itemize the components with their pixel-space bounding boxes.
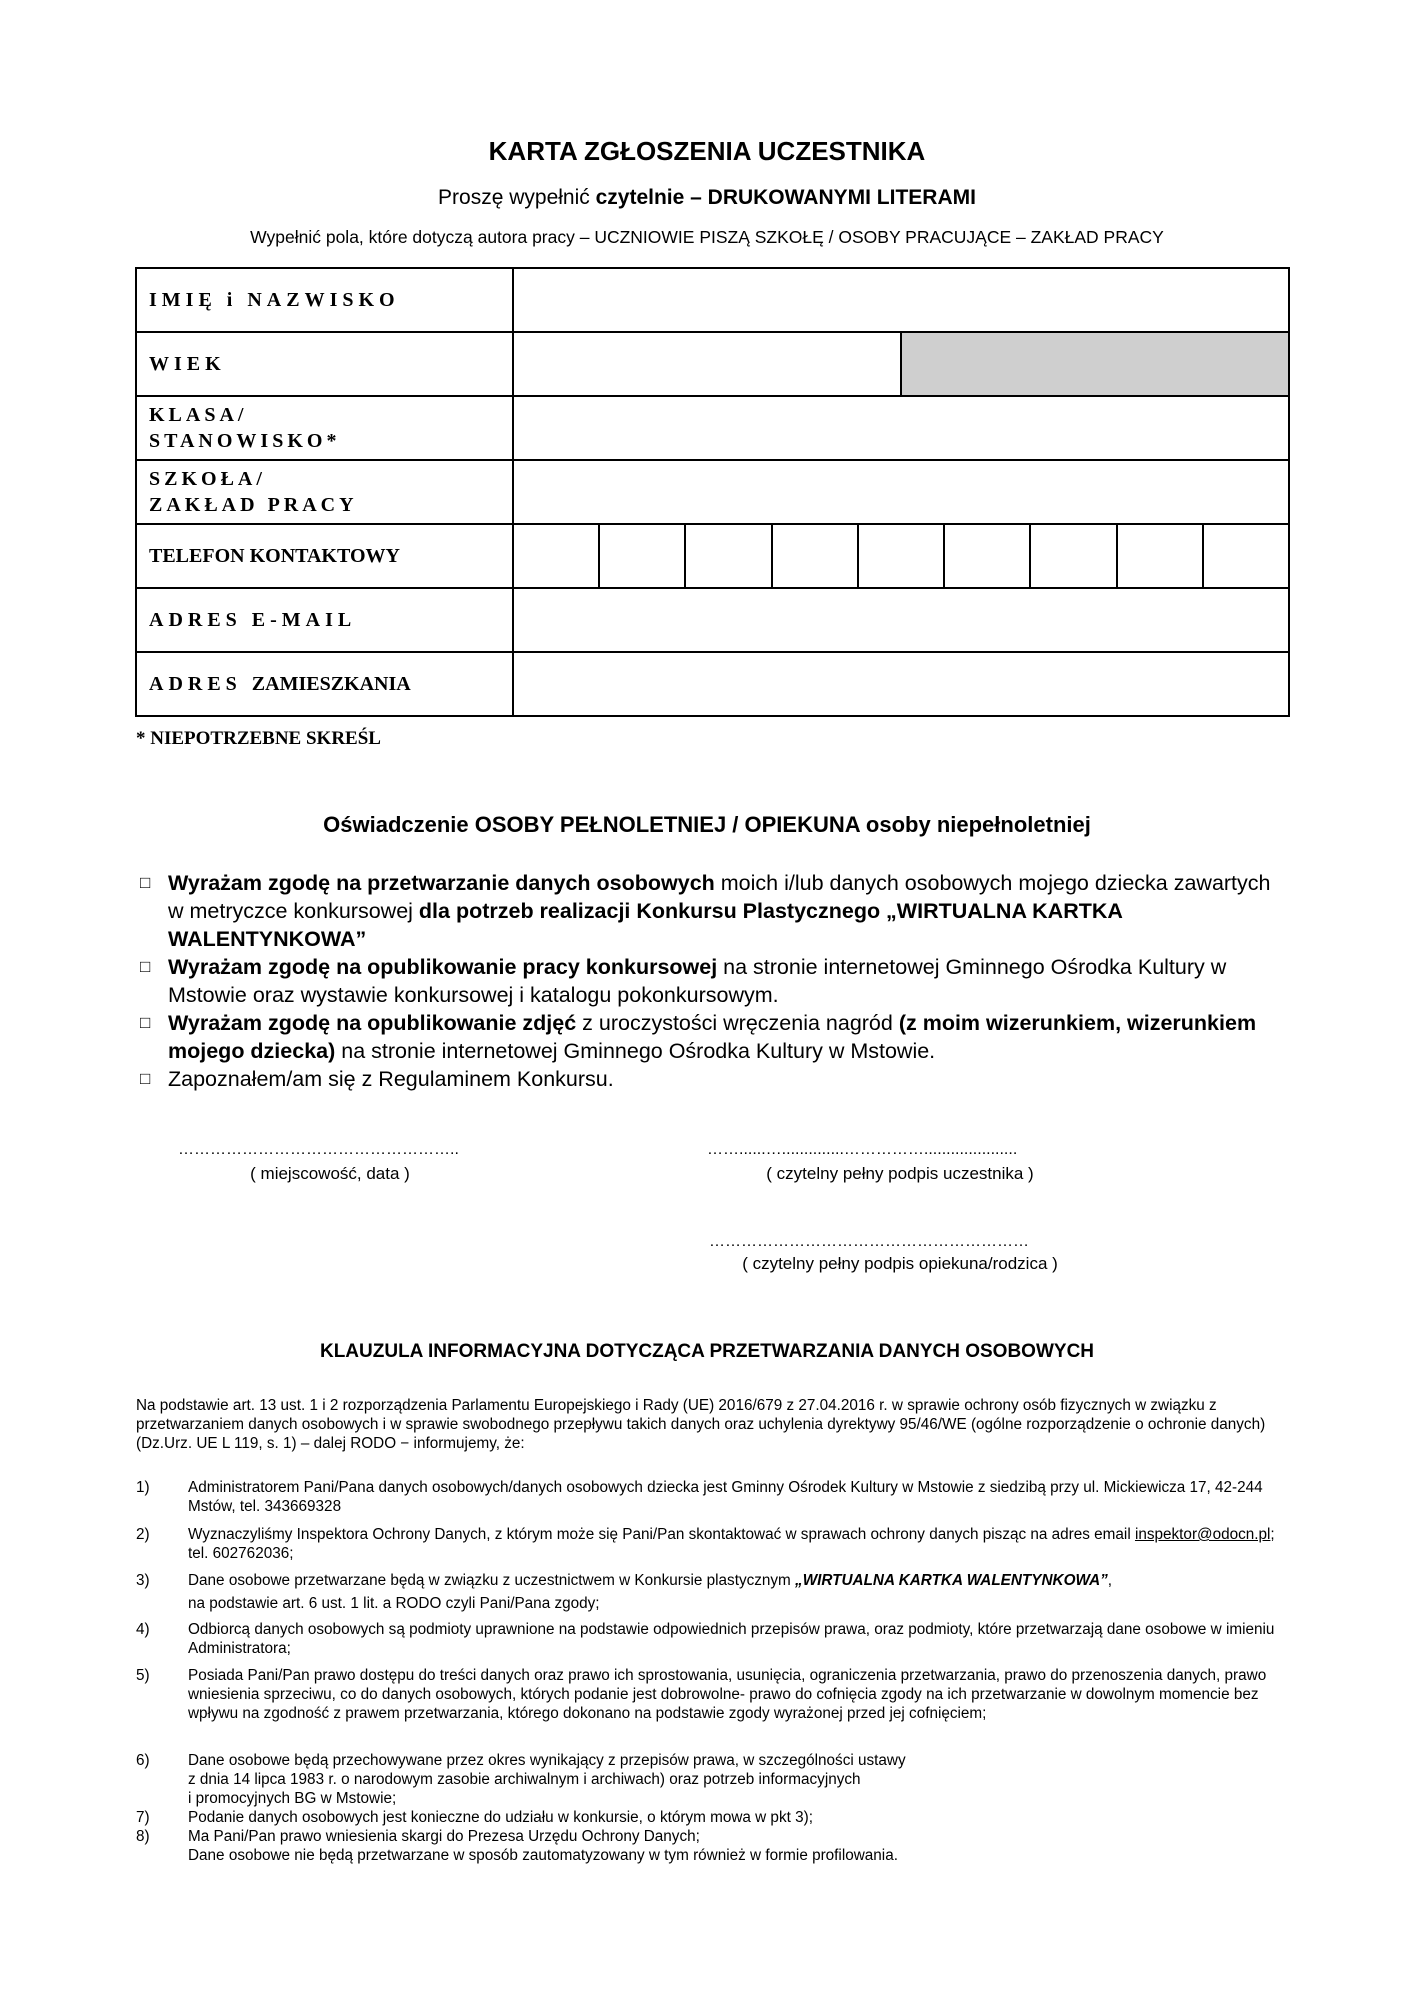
item-number: 8) [136, 1828, 150, 1845]
subtitle-text: Proszę wypełnić [438, 186, 596, 209]
guardian-signature-line[interactable]: …………………………………………………… [709, 1233, 1029, 1250]
place-date-line[interactable]: …………………………………………….. [178, 1141, 459, 1158]
declaration-title: Oświadczenie OSOBY PEŁNOLETNIEJ / OPIEKUNA osoby niepełnoletniej [323, 812, 1091, 837]
item-number: 4) [136, 1621, 150, 1638]
footnote-strike-unneeded: * NIEPOTRZEBNE SKREŚL [136, 728, 381, 749]
item-text-part: na podstawie art. 6 ust. 1 lit. a RODO czyli Pani/Pana zgody; [188, 1595, 600, 1612]
clause-item [136, 1666, 1296, 1723]
consent-bold: Wyrażam zgodę na przetwarzanie danych osobowych [168, 871, 715, 895]
checkbox-icon[interactable]: □ [140, 957, 151, 976]
school-label-line-2: ZAKŁAD PRACY [149, 494, 358, 516]
page-title: KARTA ZGŁOSZENIA UCZESTNIKA [488, 136, 926, 166]
phone-digit-box[interactable] [514, 525, 600, 587]
contest-name: „WIRTUALNA KARTKA WALENTYNKOWA” [795, 1572, 1108, 1589]
form-row-school [136, 460, 1289, 524]
address-label-part-2: ZAMIESZKANIA [251, 673, 411, 695]
consent-normal: z uroczystości wręczenia nagród [576, 1011, 899, 1035]
phone-digit-boxes [514, 525, 1288, 587]
age-shaded-cell [901, 332, 1289, 396]
clause-item [136, 1751, 1296, 1808]
form-row-name [136, 268, 1289, 332]
clause-item [136, 1525, 1296, 1563]
item-number: 6) [136, 1752, 150, 1769]
consent-publish-photos [140, 1009, 1290, 1065]
item-text: Administratorem Pani/Pana danych osobowych/danych osobowych dziecka jest Gminny Ośrodek Kultury w Mstowie z siedzibą przy ul. Mickiewicza 17, 42-244 Mstów, tel. 343669328 [188, 1479, 1263, 1515]
clause-item [136, 1620, 1296, 1658]
item-text: Podanie danych osobowych jest konieczne do udziału w konkursie, o którym mowa w pkt 3); [188, 1809, 813, 1826]
consent-text [140, 1009, 1290, 1065]
item-text [136, 1827, 1296, 1865]
phone-digit-box[interactable] [773, 525, 859, 587]
checkbox-icon[interactable]: □ [140, 873, 151, 892]
checkbox-icon[interactable]: □ [140, 1013, 151, 1032]
participant-signature-line[interactable]: ……......…..............……………..................... [707, 1141, 1018, 1158]
clause-item [136, 1827, 1296, 1865]
phone-digit-box[interactable] [1118, 525, 1204, 587]
consent-bold: Wyrażam zgodę na opublikowanie pracy konkursowej [168, 955, 718, 979]
address-field[interactable] [513, 652, 1289, 716]
item-text [136, 1571, 1296, 1613]
school-label-line-1: SZKOŁA/ [149, 468, 266, 490]
consent-normal: na stronie internetowej Gminnego Ośrodka Kultury w Mstowie. [335, 1039, 936, 1063]
clause-title: KLAUZULA INFORMACYJNA DOTYCZĄCA PRZETWARZANIA DANYCH OSOBOWYCH [319, 1341, 1095, 1362]
consent-text [140, 953, 1290, 1009]
item-text-line: z dnia 14 lipca 1983 r. o narodowym zasobie archiwalnym i archiwach) oraz potrzeb informacyjnych [188, 1771, 861, 1788]
item-text-line: i promocyjnych BG w Mstowie; [188, 1790, 397, 1807]
item-text-part: Wyznaczyliśmy Inspektora Ochrony Danych, z którym może się Pani/Pan skontaktować w sprawach ochrony danych pisząc na adres email [188, 1526, 1135, 1543]
class-label-line-1: KLASA/ [149, 404, 248, 426]
form-row-address [136, 652, 1289, 716]
name-label: IMIĘ i NAZWISKO [136, 268, 513, 332]
clause-item [136, 1571, 1296, 1613]
phone-digit-box[interactable] [1031, 525, 1117, 587]
item-number: 2) [136, 1526, 150, 1543]
participant-signature-caption: ( czytelny pełny podpis uczestnika ) [766, 1164, 1034, 1183]
phone-digit-box[interactable] [600, 525, 686, 587]
item-text-line: Dane osobowe będą przechowywane przez okres wynikający z przepisów prawa, w szczególności ustawy [188, 1752, 906, 1769]
address-label [136, 652, 513, 716]
class-field[interactable] [513, 396, 1289, 460]
email-field[interactable] [513, 588, 1289, 652]
subtitle-bold-text: czytelnie – DRUKOWANYMI LITERAMI [595, 186, 976, 209]
consent-normal: moich i/lub danych osobowych mojego dziecka zawartych w metryczce konkursowej [168, 871, 1271, 923]
consent-normal: na stronie internetowej Gminnego Ośrodka Kultury w Mstowie oraz wystawie konkursowej i katalogu pokonkursowym. [168, 955, 1227, 1007]
item-text-part: ; tel. 602762036; [188, 1526, 1275, 1562]
clause-intro: Na podstawie art. 13 ust. 1 i 2 rozporządzenia Parlamentu Europejskiego i Rady (UE) 2016/679 z 27.04.2016 r. w sprawie ochrony osób fizycznych w związku z przetwarzaniem danych osobowych i w sprawie swobodnego przepływu takich danych oraz uchylenia dyrektywy 95/46/WE (ogólne rozporządzenie o ochronie danych) (Dz.Urz. UE L 119, s. 1) – dalej RODO − informujemy, że: [136, 1397, 1266, 1452]
class-label [136, 396, 513, 460]
inspector-email-link[interactable]: inspektor@odocn.pl [1134, 1526, 1271, 1543]
item-number: 1) [136, 1479, 150, 1496]
phone-digit-box[interactable] [859, 525, 945, 587]
clause-item [136, 1478, 1296, 1516]
fill-instructions: Wypełnić pola, które dotyczą autora pracy – UCZNIOWIE PISZĄ SZKOŁĘ / OSOBY PRACUJĄCE – ZAKŁAD PRACY [250, 227, 1164, 247]
checkbox-icon[interactable]: □ [140, 1069, 151, 1088]
age-label: WIEK [136, 332, 513, 396]
item-text: Odbiorcą danych osobowych są podmioty uprawnione na podstawie odpowiednich przepisów prawa, oraz podmioty, które przetwarzają dane osobowe w imieniu Administratora; [188, 1621, 1275, 1657]
phone-field[interactable] [513, 524, 1289, 588]
name-field[interactable] [513, 268, 1289, 332]
address-label-part-1: ADRES [149, 673, 242, 695]
consent-text [140, 869, 1290, 953]
item-number: 3) [136, 1572, 150, 1589]
place-date-caption: ( miejscowość, data ) [250, 1164, 410, 1183]
consent-publish-work [140, 953, 1290, 1009]
school-label [136, 460, 513, 524]
registration-form-table [135, 267, 1290, 717]
consent-data-processing [140, 869, 1290, 953]
item-text [136, 1525, 1296, 1563]
item-text-part: Dane osobowe przetwarzane będą w związku z uczestnictwem w Konkursie plastycznym [188, 1572, 796, 1589]
clause-item [136, 1808, 1296, 1827]
form-row-phone [136, 524, 1289, 588]
consent-text: Zapoznałem/am się z Regulaminem Konkursu. [168, 1067, 614, 1091]
page-subtitle [0, 186, 1414, 210]
consent-bold: (z moim wizerunkiem, wizerunkiem mojego dziecka) [168, 1011, 1257, 1063]
form-row-age [136, 332, 1289, 396]
phone-label: TELEFON KONTAKTOWY [136, 524, 513, 588]
consent-bold: Wyrażam zgodę na opublikowanie zdjęć [168, 1011, 577, 1035]
guardian-signature-caption: ( czytelny pełny podpis opiekuna/rodzica ) [742, 1254, 1058, 1273]
item-text-line: Dane osobowe nie będą przetwarzane w sposób zautomatyzowany w tym również w formie profilowania. [188, 1847, 898, 1864]
consent-regulations [140, 1065, 1290, 1093]
item-text-part: , [1107, 1572, 1113, 1589]
phone-digit-box[interactable] [1204, 525, 1288, 587]
item-text: Posiada Pani/Pan prawo dostępu do treści danych oraz prawo ich sprostowania, usunięcia, ograniczenia przetwarzania, prawo do przenoszenia danych, prawo wniesienia sprzeciwu, co do danych osobowych, których podanie jest dobrowolne- prawo do cofnięcia zgody na ich przetwarzanie w dowolnym momencie bez wpływu na zgodność z prawem przetwarzania, którego dokonano na podstawie zgody wyrażonej przed jej cofnięciem; [188, 1667, 1267, 1722]
email-label: ADRES E-MAIL [136, 588, 513, 652]
form-row-email [136, 588, 1289, 652]
consent-bold: dla potrzeb realizacji Konkursu Plastycznego „WIRTUALNA KARTKA WALENTYNKOWA” [168, 899, 1123, 951]
item-text-line: Ma Pani/Pan prawo wniesienia skargi do Prezesa Urzędu Ochrony Danych; [188, 1828, 700, 1845]
school-field[interactable] [513, 460, 1289, 524]
item-number: 5) [136, 1667, 150, 1684]
phone-digit-box[interactable] [686, 525, 772, 587]
phone-digit-box[interactable] [945, 525, 1031, 587]
class-label-line-2: STANOWISKO* [149, 430, 341, 452]
age-field[interactable] [513, 332, 901, 396]
form-row-class [136, 396, 1289, 460]
item-number: 7) [136, 1809, 150, 1826]
item-text [136, 1751, 1296, 1808]
